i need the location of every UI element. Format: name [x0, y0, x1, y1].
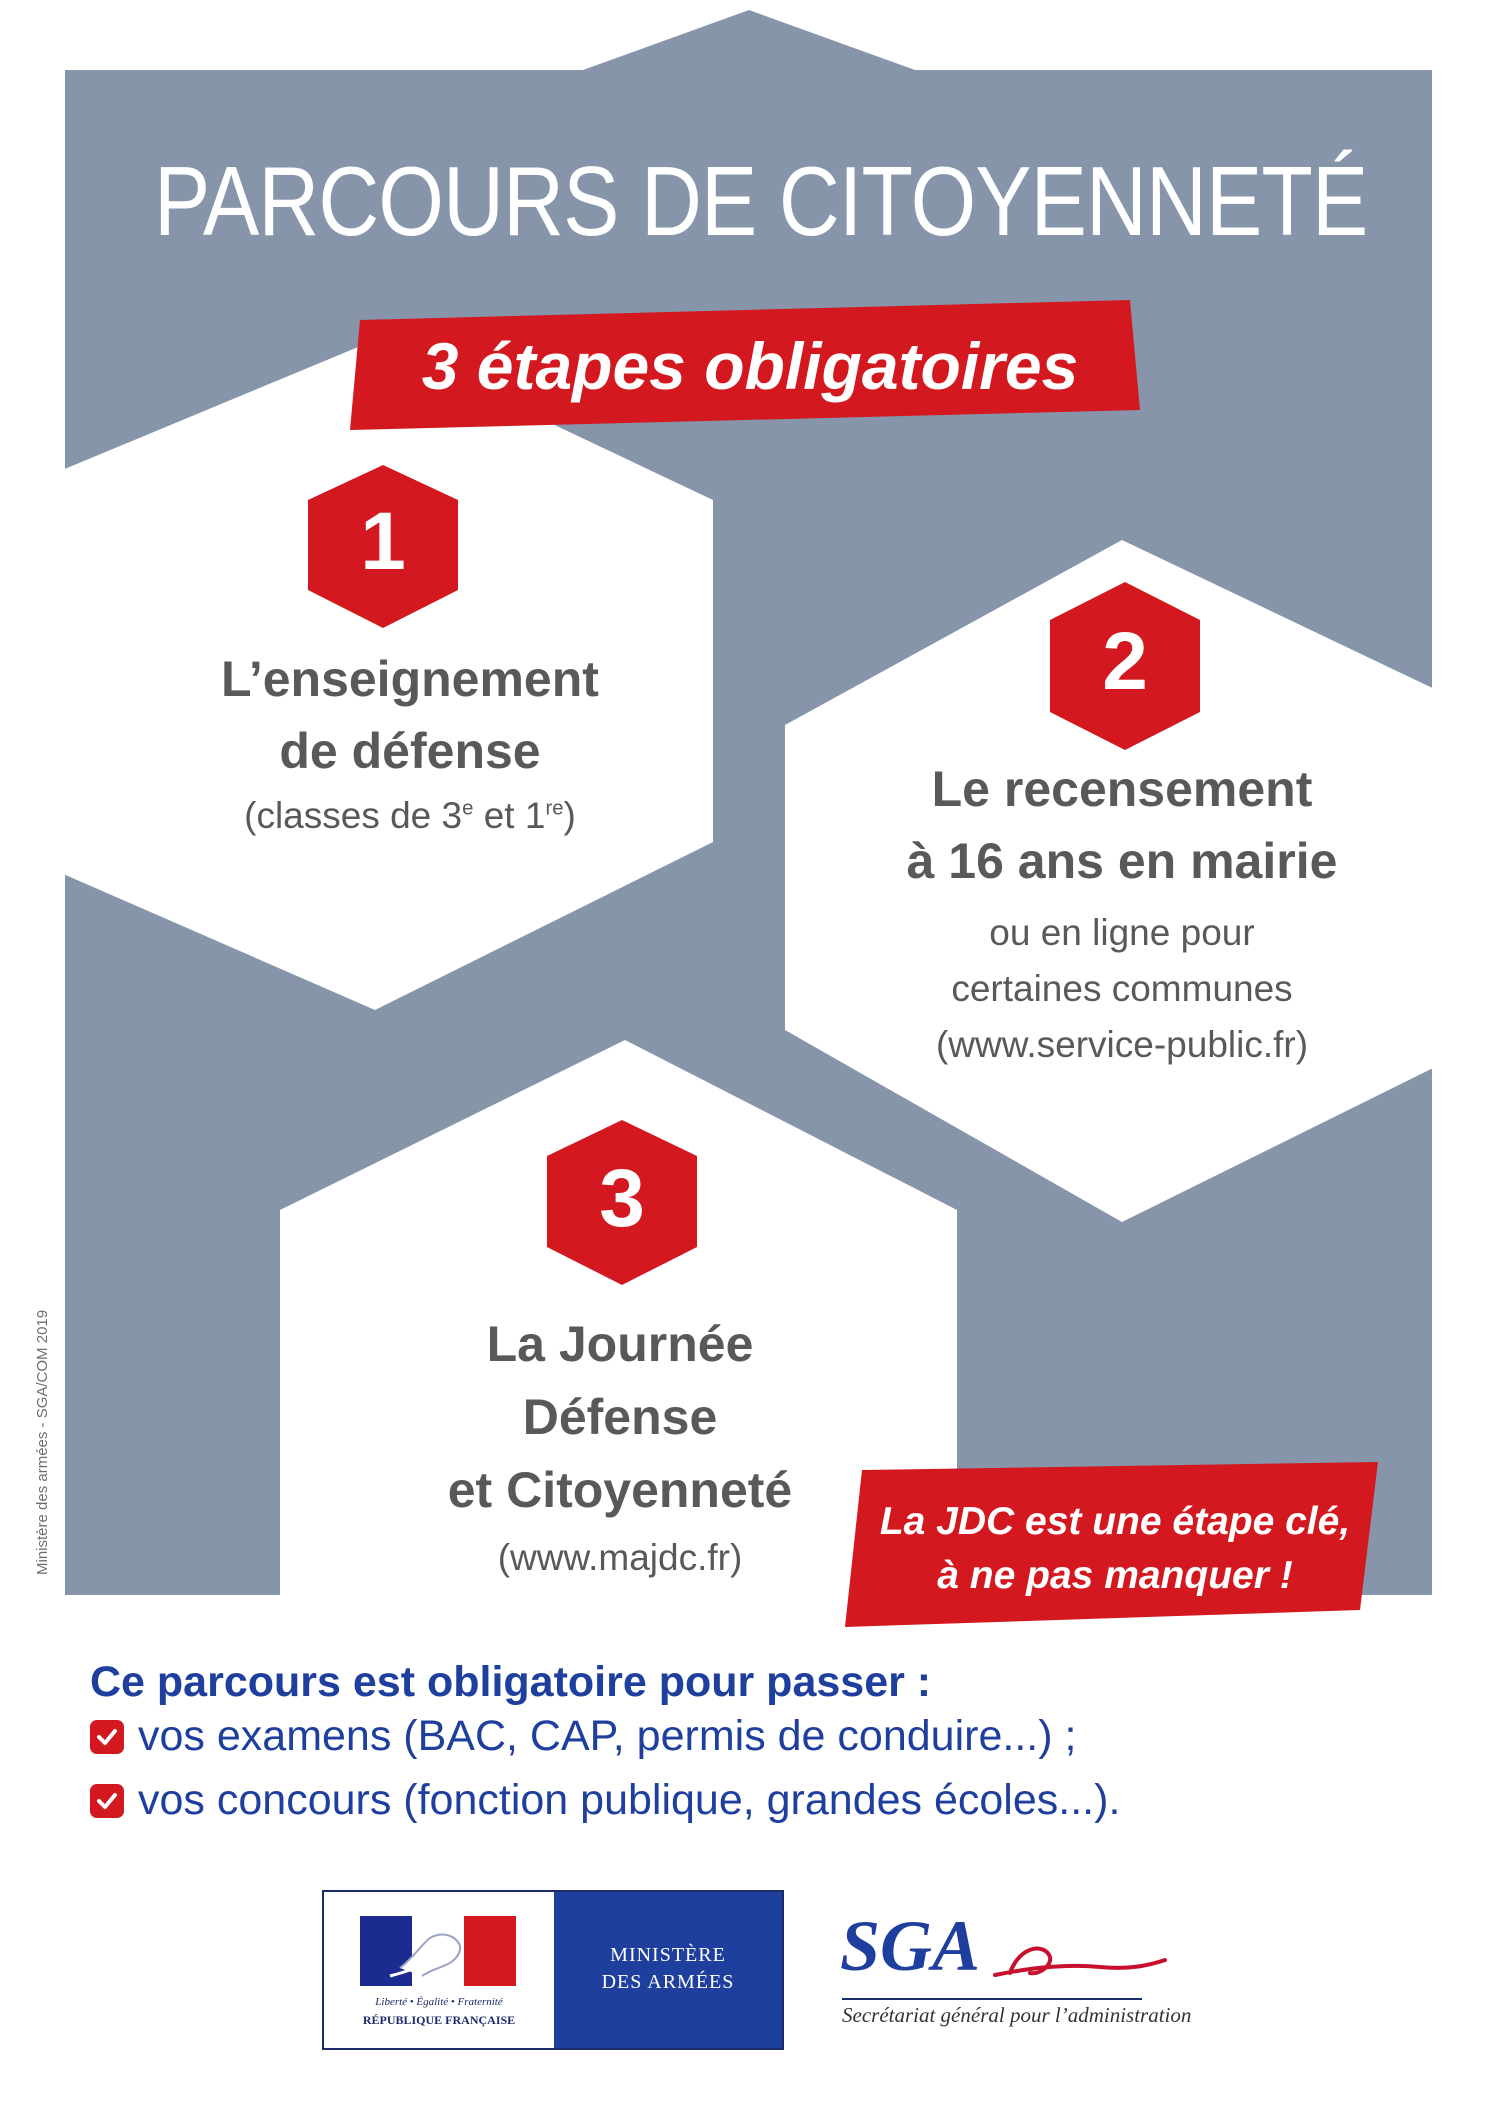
step-2-title-line1: Le recensement	[931, 761, 1313, 817]
step-3-title-line2: Défense	[522, 1389, 718, 1445]
sga-caption: Secrétariat général pour l’administration	[842, 2003, 1192, 2027]
step-3-title-line1: La Journée	[486, 1316, 754, 1372]
checkbox-check-icon	[90, 1784, 124, 1818]
callout-banner	[845, 1462, 1378, 1627]
ministry-name-line2: DES ARMÉES	[601, 1971, 735, 1993]
republic-logo-area	[324, 1892, 554, 2048]
ministry-name-area	[554, 1892, 782, 2048]
step-3-note: (www.majdc.fr)	[497, 1537, 743, 1578]
conditions-item-1	[90, 1712, 1076, 1761]
callout-line1: La JDC est une étape clé,	[879, 1500, 1351, 1543]
ministry-name-line1: MINISTÈRE	[610, 1944, 726, 1966]
checkbox-check-icon	[90, 1720, 124, 1754]
step-2-note-line1: ou en ligne pour	[989, 912, 1255, 953]
conditions-item-2-text: vos concours (fonction publique, grandes écoles...).	[138, 1776, 1121, 1824]
step-1-title-line2: de défense	[279, 723, 541, 779]
step-1-note: (classes de 3e et 1re)	[244, 795, 576, 836]
step-2-title-line2: à 16 ans en mairie	[906, 833, 1338, 889]
step-2-note-line2: certaines communes	[951, 968, 1293, 1009]
step-number-3: 3	[599, 1153, 645, 1244]
conditions-item-1-text: vos examens (BAC, CAP, permis de conduire...) ;	[138, 1712, 1077, 1760]
step-number-1: 1	[360, 496, 406, 587]
step-1-title-line1: L’enseignement	[221, 651, 599, 707]
conditions-title: Ce parcours est obligatoire pour passer :	[90, 1658, 932, 1706]
page-title: PARCOURS DE CITOYENNETÉ	[153, 146, 1368, 256]
callout-line2: à ne pas manquer !	[937, 1554, 1293, 1597]
page-subtitle: 3 étapes obligatoires	[421, 329, 1079, 403]
conditions-item-2	[90, 1776, 1120, 1825]
sga-swoosh-icon	[990, 1935, 1170, 1985]
side-credit: Ministère des armées - SGA/COM 2019	[34, 1309, 51, 1575]
step-3-title-line3: et Citoyenneté	[447, 1462, 793, 1518]
ministry-logo	[322, 1890, 784, 2050]
step-number-2: 2	[1102, 616, 1148, 707]
sga-underline	[842, 1998, 1142, 2000]
sga-logo	[840, 1905, 1192, 2035]
marianne-logo-icon	[360, 1916, 516, 1986]
step-2-note-line3: (www.service-public.fr)	[935, 1024, 1309, 1065]
republic-name: RÉPUBLIQUE FRANÇAISE	[362, 2013, 516, 2027]
sga-logo-text: SGA	[840, 1906, 981, 1986]
republic-motto: Liberté • Égalité • Fraternité	[375, 1996, 503, 2008]
